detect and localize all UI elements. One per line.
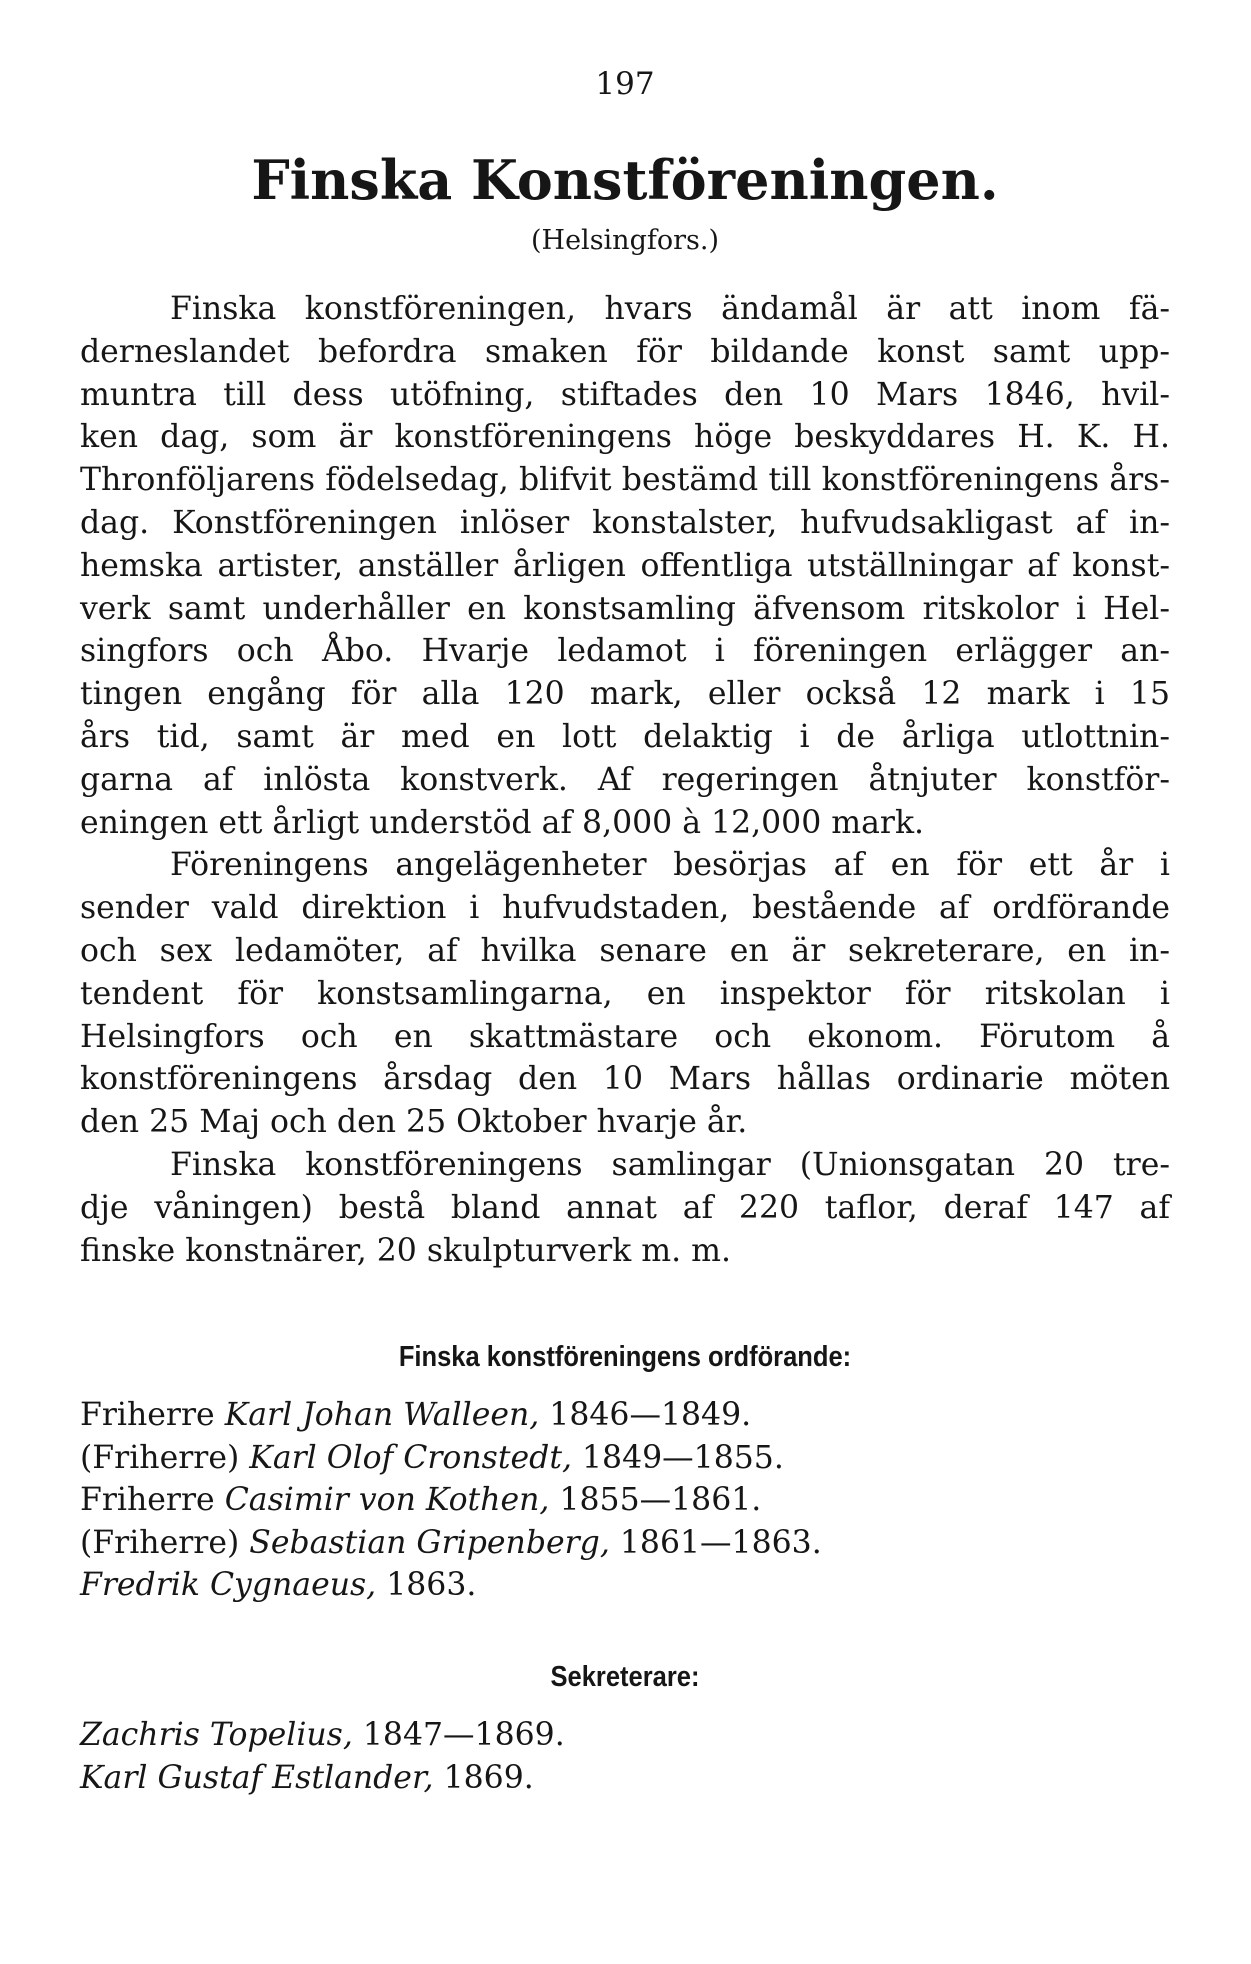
paragraph-history (80, 288, 1170, 844)
text-line: dag. Konstföreningen inlöser konstalster, hufvudsakligast af in- (80, 504, 1170, 541)
page-number: 197 (595, 66, 655, 102)
chairmen-list (80, 1394, 1080, 1607)
text-line: års tid, samt är med en lott delaktig i de årliga utlottnin- (80, 718, 1170, 755)
text-line: muntra till dess utöfning, stiftades den 10 Mars 1846, hvil- (80, 376, 1170, 413)
list-item (80, 1437, 1080, 1480)
text-line: tendent för konstsamlingarna, en inspektor för ritskolan i (80, 975, 1170, 1012)
list-item (80, 1714, 1080, 1757)
page-subtitle: (Helsingfors.) (531, 225, 719, 256)
text-line: hemska artister, anställer årligen offentliga utställningar af konst- (80, 547, 1170, 584)
secretaries-heading: Sekreterare: (550, 1661, 700, 1693)
document-page (80, 0, 1170, 1964)
text-line: sender vald direktion i hufvudstaden, bestående af ordförande (80, 890, 1170, 927)
tenure-years: 1847—1869. (352, 1717, 565, 1753)
text-line: Helsingfors och en skattmästare och ekonom. Förutom å (80, 1018, 1170, 1055)
list-item (80, 1757, 1080, 1800)
paragraph-collections (80, 1144, 1170, 1272)
text-line: ken dag, som är konstföreningens höge beskyddares H. K. H. (80, 419, 1170, 456)
title-prefix: Friherre (80, 1482, 225, 1518)
text-line: tingen engång för alla 120 mark, eller också 12 mark i 15 (80, 676, 1170, 713)
person-name: Karl Gustaf Estlander, (80, 1759, 434, 1796)
text-line: Finska konstföreningen, hvars ändamål är att inom fä- (170, 291, 1170, 327)
person-name: Fredrik Cygnaeus, (80, 1567, 377, 1603)
text-line: finske konstnärer, 20 skulpturverk m. m. (80, 1232, 732, 1269)
list-item (80, 1522, 1080, 1565)
paragraph-administration (80, 844, 1170, 1144)
text-line: Finska konstföreningens samlingar (Unionsgatan 20 tre- (170, 1146, 1170, 1183)
page-title: Finska Konstföreningen. (251, 148, 999, 212)
list-item (80, 1564, 1080, 1607)
tenure-years: 1861—1863. (609, 1524, 822, 1561)
list-item (80, 1479, 1080, 1522)
title-prefix: Friherre (80, 1397, 225, 1433)
title-prefix: (Friherre) (80, 1524, 250, 1561)
title-prefix: (Friherre) (80, 1439, 250, 1476)
text-line: dje våningen) bestå bland annat af 220 taflor, deraf 147 af (80, 1189, 1170, 1226)
person-name: Karl Johan Walleen, (224, 1397, 540, 1433)
text-line: den 25 Maj och den 25 Oktober hvarje år. (80, 1104, 748, 1141)
text-line: eningen ett årligt understöd af 8,000 à 12,000 mark. (80, 804, 925, 841)
text-line: garna af inlösta konstverk. Af regeringen åtnjuter konstför- (80, 761, 1170, 798)
tenure-years: 1846—1849. (539, 1397, 752, 1433)
tenure-years: 1855—1861. (549, 1482, 762, 1518)
text-line: Föreningens angelägenheter besörjas af en för ett år i (170, 847, 1170, 884)
text-line: och sex ledamöter, af hvilka senare en är sekreterare, en in- (80, 932, 1170, 969)
body-text (80, 288, 1170, 1272)
tenure-years: 1849—1855. (572, 1439, 784, 1476)
chairmen-heading: Finska konstföreningens ordförande: (398, 1341, 852, 1373)
person-name: Casimir von Kothen, (224, 1482, 550, 1518)
tenure-years: 1863. (376, 1567, 477, 1603)
person-name: Zachris Topelius, (80, 1717, 353, 1753)
text-line: Thronföljarens födelsedag, blifvit bestämd till konstföreningens års- (80, 462, 1170, 499)
person-name: Karl Olof Cronstedt, (249, 1439, 572, 1476)
text-line: konstföreningens årsdag den 10 Mars hållas ordinarie möten (80, 1061, 1170, 1098)
tenure-years: 1869. (433, 1759, 534, 1796)
list-item (80, 1394, 1080, 1437)
text-line: singfors och Åbo. Hvarje ledamot i föreningen erlägger an- (80, 633, 1170, 670)
person-name: Sebastian Gripenberg, (249, 1524, 610, 1561)
secretaries-list (80, 1714, 1080, 1799)
text-line: derneslandet befordra smaken för bildande konst samt upp- (80, 333, 1170, 370)
text-line: verk samt underhåller en konstsamling äfvensom ritskolor i Hel- (80, 590, 1170, 627)
